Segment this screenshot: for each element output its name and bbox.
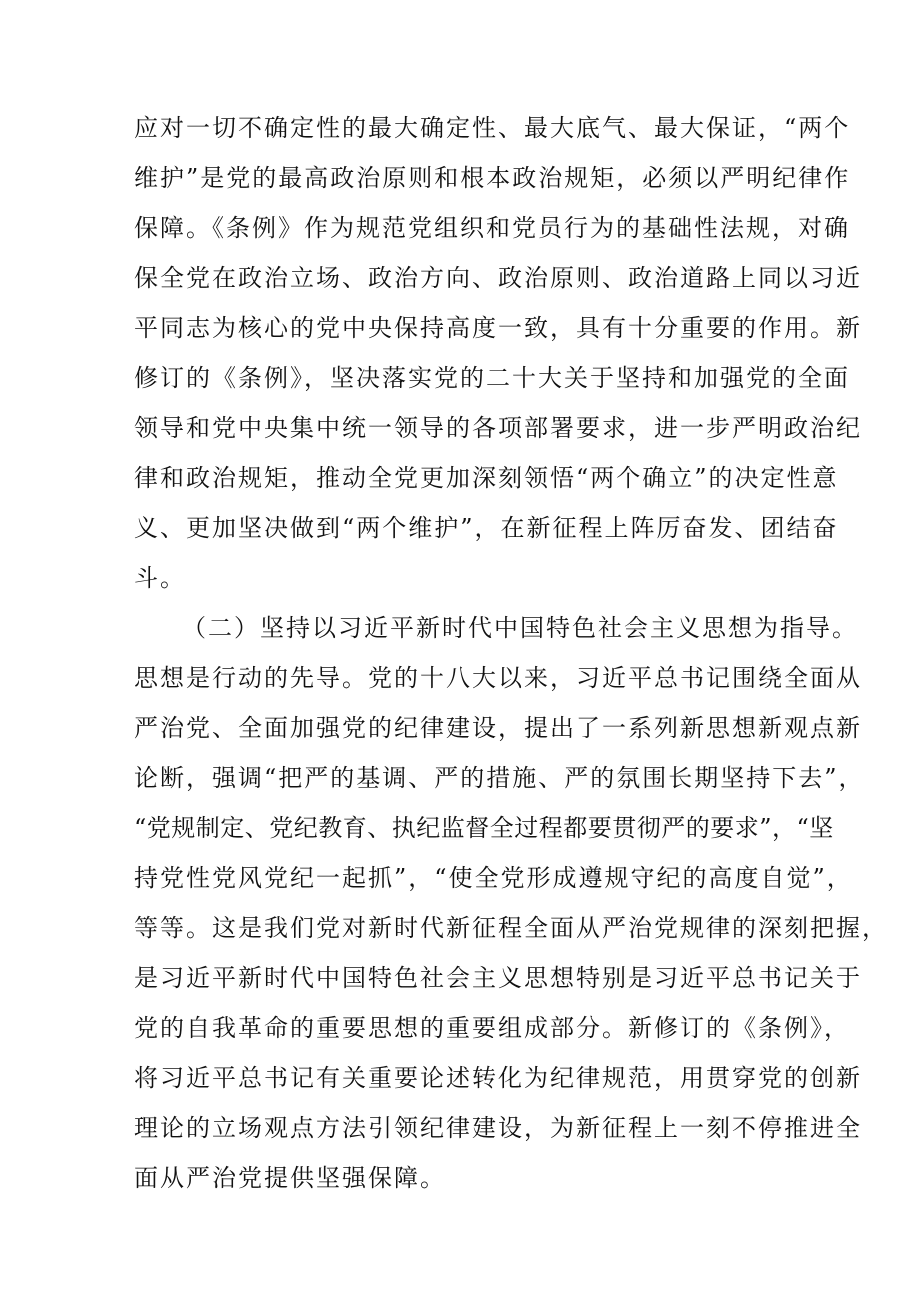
text-line: 是习近平新时代中国特色社会主义思想特别是习近平总书记关于 — [134, 964, 862, 992]
text-line: 思想是行动的先导。党的十八大以来，习近平总书记围绕全面从 — [134, 664, 862, 692]
text-line: 严治党、全面加强党的纪律建设，提出了一系列新思想新观点新 — [134, 714, 862, 742]
text-line: 论断，强调“把严的基调、严的措施、严的氛围长期坚持下去”， — [134, 764, 865, 792]
text-line: 理论的立场观点方法引领纪律建设，为新征程上一刻不停推进全 — [134, 1114, 862, 1142]
text-line: “党规制定、党纪教育、执纪监督全过程都要贯彻严的要求”，“坚 — [134, 814, 834, 842]
text-line: 保障。《条例》作为规范党组织和党员行为的基础性法规，对确 — [134, 214, 850, 242]
text-line: 等等。这是我们党对新时代新征程全面从严治党规律的深刻把握， — [134, 914, 888, 942]
text-line: 斗。 — [134, 564, 186, 592]
section-heading: （二）坚持以习近平新时代中国特色社会主义思想为指导。 — [182, 614, 858, 642]
text-line: 律和政治规矩，推动全党更加深刻领悟“两个确立”的决定性意 — [134, 464, 839, 492]
text-line: 保全党在政治立场、政治方向、政治原则、政治道路上同以习近 — [134, 264, 862, 292]
text-line: 将习近平总书记有关重要论述转化为纪律规范，用贯穿党的创新 — [134, 1064, 862, 1092]
text-line: 平同志为核心的党中央保持高度一致，具有十分重要的作用。新 — [134, 314, 862, 342]
text-line: 党的自我革命的重要思想的重要组成部分。新修订的《条例》， — [134, 1014, 850, 1042]
text-line: 面从严治党提供坚强保障。 — [134, 1164, 446, 1192]
text-line: 修订的《条例》，坚决落实党的二十大关于坚持和加强党的全面 — [134, 364, 850, 392]
text-line: 义、更加坚决做到“两个维护”，在新征程上阵厉奋发、团结奋 — [134, 514, 839, 542]
text-line: 维护”是党的最高政治原则和根本政治规矩，必须以严明纪律作 — [134, 164, 851, 192]
text-line: 领导和党中央集中统一领导的各项部署要求，进一步严明政治纪 — [134, 414, 862, 442]
text-line: 持党性党风党纪一起抓”，“使全党形成遵规守纪的高度自觉”， — [134, 864, 853, 892]
text-line: 应对一切不确定性的最大确定性、最大底气、最大保证，“两个 — [134, 114, 851, 142]
